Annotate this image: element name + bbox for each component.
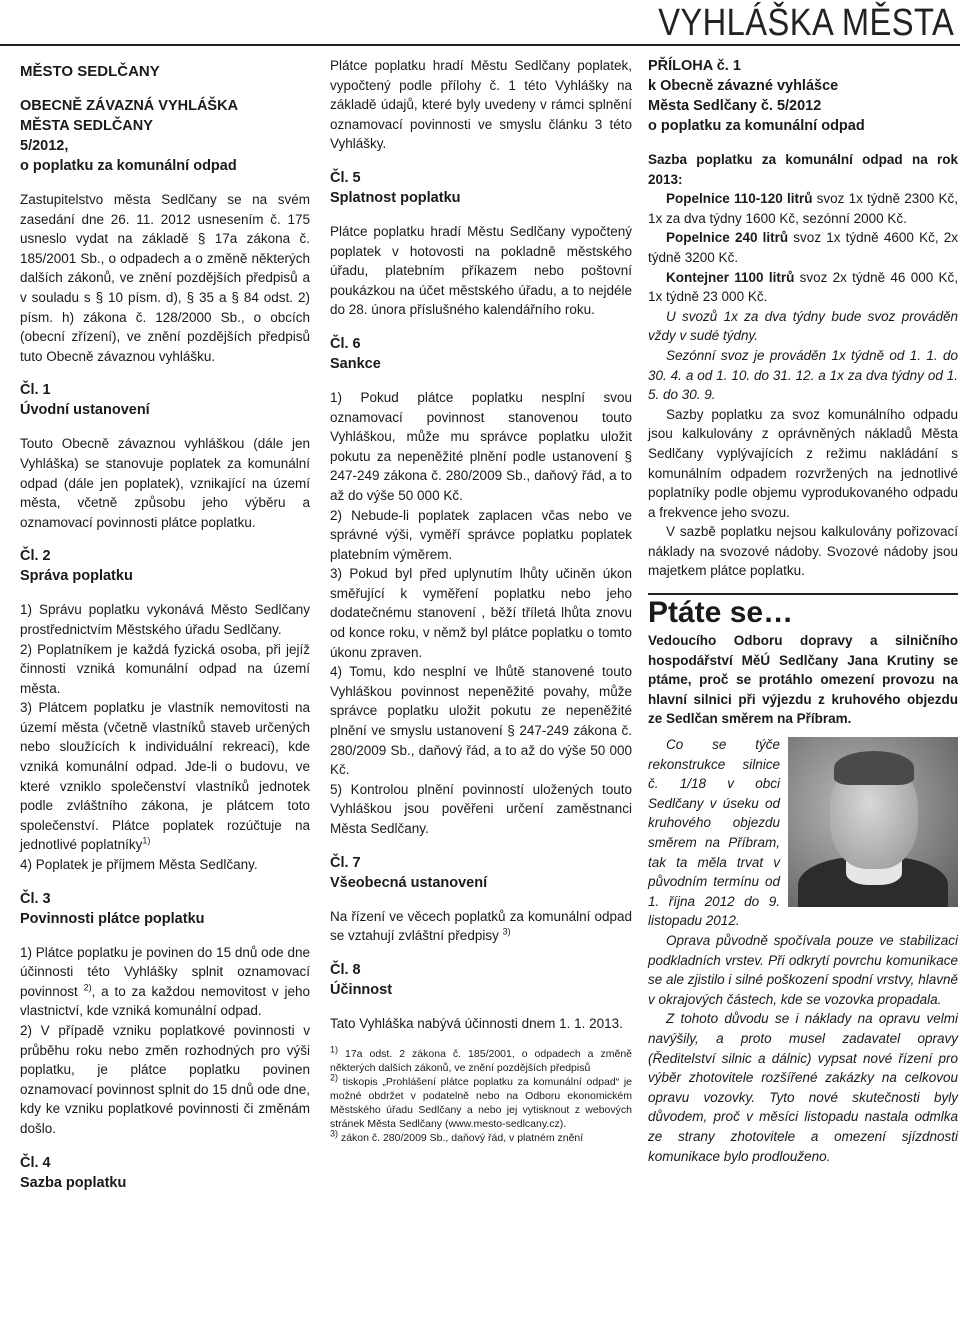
article-6-para-4: 4) Tomu, kdo nesplní ve lhůtě stanovené touto Vyhláškou povinnost nepeněžité povahy, může správce poplatku uložit pokutu ze nepeněžité plnění ve smyslu ustanovení § 247-249 zákona č. 280/2009 Sb., daňový řád, a to až do výše 50 000 Kč. (330, 664, 632, 778)
article-4-title: Sazba poplatku (20, 1174, 127, 1191)
article-2-para-2: 2) Poplatníkem je každá fyzická osoba, při jejíž činnosti vzniká komunální odpad na území města. (20, 641, 310, 696)
note-seasonal: Sezónní svoz je prováděn 1x týdně od 1. 1. do 30. 4. a od 1. 10. do 31. 12. a 1x za dva týdny od 1. 5. do 30. 9. (648, 347, 958, 403)
portrait-photo (788, 737, 958, 907)
article-4-text: Plátce poplatku hradí Městu Sedlčany poplatek, vypočtený podle přílohy č. 1 této Vyhlášky na základě údajů, které byly uvedeny v rámci splnění oznamovací povinnosti ve smyslu článku 3 této Vyhlášky. (330, 58, 632, 152)
article-4-number: Čl. 4 (20, 1154, 51, 1171)
article-8-number: Čl. 8 (330, 961, 361, 978)
header-rule (0, 44, 960, 46)
article-2-number: Čl. 2 (20, 548, 51, 565)
article-1-text: Touto Obecně závaznou vyhláškou (dále jen Vyhláška) se stanovuje poplatek za komunální odpad (dále jen poplatek), vznikající na území města, včetně způsobu jeho výběru a oznamovací povinnosti plátce poplatku. (20, 436, 310, 530)
footnote-ref-3: 3) (502, 926, 511, 937)
answer-para-2: Oprava původně spočívala pouze ve stabilizaci podkladních vrstev. Při odkrytí povrchu komunikace se ale zjistilo i silné poškození spodní vrstvy, hlavně v okrajových částech, kde se vozovka propadala. (648, 932, 958, 1007)
rate-bin-240-text: svoz 1x týdně 4600 Kč, 2x týdně 3200 Kč. (648, 230, 959, 265)
article-2-para-3-text: 3) Plátcem poplatku je vlastník nemovitosti na území města (včetně vlastníků staveb určených nebo sloužících k individuální rekreaci), kde vzniká komunální odpad. Jde-li o budovu, ve které vzniklo společenství vlastníků jednotek podle zvláštního zákona, je plátcem toto společenství. Plátce poplatek rozúčtuje na jednotlivé poplatníky (20, 700, 310, 853)
page-title: VYHLÁŠKA MĚSTA (657, 2, 954, 44)
article-6-para-3: 3) Pokud byl před uplynutím lhůty učiněn úkon směřující k vyměření poplatku nebo jeho dodatečnému stanovení , běží tříletá lhůta znovu od konce roku, v němž byl plátce poplatku o tomto úkonu zpraven. (330, 566, 632, 660)
footnote-1-mark: 1) (330, 1044, 339, 1055)
article-3-para-1-a: 1) Plátce poplatku je povinen do 15 dnů ode dne účinnosti této Vyhlášky splnit oznamovací povinnost (20, 944, 310, 999)
footnote-2-mark: 2) (330, 1072, 339, 1083)
article-8-text: Tato Vyhláška nabývá účinnosti dnem 1. 1. 2013. (330, 1015, 623, 1031)
footnote-2-text: tiskopis „Prohlášení plátce poplatku za komunální odpad“ je možné obdržet v podatelně nebo na Odboru ekonomickém Městského úřadu Sedlčany a nebo jej vytisknout z webových stránek Města Sedlčany (www.mesto-sedlcany.cz). (330, 1076, 633, 1131)
ordinance-title-1: OBECNĚ ZÁVAZNÁ VYHLÁŠKA (20, 98, 239, 114)
annex-title-2: k Obecně závazné vyhlášce (648, 78, 839, 94)
article-3-title: Povinnosti plátce poplatku (20, 910, 205, 927)
footnote-ref-2: 2) (83, 982, 92, 993)
article-5-title: Splatnost poplatku (330, 189, 461, 206)
annex-title-1: PŘÍLOHA č. 1 (648, 58, 741, 74)
article-3-para-1-b: , a to za každou nemovitost v jeho vlastnictví, kde vzniká komunální odpad. (20, 983, 310, 1019)
rate-bin-120 (648, 189, 958, 228)
article-6-para-1: 1) Pokud plátce poplatku nesplní svou oznamovací povinnost stanovenou touto Vyhláškou, může mu správce poplatku uložit pokutu za nepeněžité plnění podle ustanovení § 247-249 zákona č. 280/2009 Sb., daňový řád, a to až do výše 50 000 Kč. (330, 389, 632, 503)
article-5-text: Plátce poplatku hradí Městu Sedlčany vypočtený poplatek v hotovosti na pokladně městského úřadu, platebním příkazem nebo poštovní poukázkou na účet městského úřadu, a to nejdéle do 28. února příslušného kalendářního roku. (330, 223, 632, 318)
footnote-ref-1: 1) (142, 835, 151, 846)
article-7-text-body: Na řízení ve věcech poplatků za komunální odpad se vztahují zvláštní předpisy (330, 908, 632, 944)
column-2 (330, 56, 632, 1145)
rate-bin-240 (648, 228, 958, 267)
article-6-para-5: 5) Kontrolou plnění povinností uložených touto Vyhláškou jsou pověřeni určení zaměstnanci Města Sedlčany. (330, 781, 632, 836)
rate-bin-240-label: Popelnice 240 litrů (666, 230, 789, 246)
question-text: Vedoucího Odboru dopravy a silničního hospodářství MěÚ Sedlčany Jana Krutiny se ptáme, proč se protáhlo omezení provozu na hlavní silnici při výjezdu z kruhového objezdu ze Sedlčan směrem na Příbram. (648, 633, 958, 727)
article-6-number: Čl. 6 (330, 335, 361, 352)
article-3-number: Čl. 3 (20, 890, 51, 907)
column-3 (648, 56, 958, 1166)
intro-paragraph: Zastupitelstvo města Sedlčany se na svém zasedání dne 26. 11. 2012 usnesením č. 175 usneslo vydat na základě § 17a zákona č. 185/2001 Sb., o odpadech a o změně některých dalších zákonů, ve znění pozdějších předpisů a v souladu s § 10 písm. d), § 35 a § 84 odst. 2) písm. h) zákona č. 128/2000 Sb., o obcích (obecní zřízení), ve znění pozdějších předpisů tuto Obecně závaznou vyhlášku. (20, 192, 310, 364)
rate-container-1100-label: Kontejner 1100 litrů (666, 269, 795, 285)
article-1-number: Čl. 1 (20, 382, 51, 399)
rate-container-1100 (648, 268, 958, 307)
note-biweekly: U svozů 1x za dva týdny bude svoz prováděn vždy v sudé týdny. (648, 308, 958, 344)
footnote-1-text: 17a odst. 2 zákona č. 185/2001, o odpadech a změně některých dalších zákonů, ve znění pozdějších předpisů (330, 1048, 632, 1075)
article-7-number: Čl. 7 (330, 854, 361, 871)
ordinance-title-4: o poplatku za komunální odpad (20, 158, 237, 174)
ordinance-title-2: MĚSTA SEDLČANY (20, 118, 153, 134)
page-header (0, 0, 960, 46)
annex-title-3: Města Sedlčany č. 5/2012 (648, 98, 822, 114)
article-6-title: Sankce (330, 355, 381, 372)
article-3-para-1 (20, 943, 310, 1021)
ordinance-title-3: 5/2012, (20, 138, 69, 154)
article-2-para-4: 4) Poplatek je příjmem Města Sedlčany. (20, 857, 258, 873)
article-7-text (330, 907, 632, 946)
ptate-se-heading: Ptáte se… (648, 596, 794, 630)
rates-explanation: Sazby poplatku za svoz komunálního odpadu jsou kalkulovány z oprávněných nákladů Města Sedlčany vyplývajících z režimu nakládání s komunálním odpadem rozvržených na jednotlivé poplatníky podle objemu vyprodukovaného odpadu a frekvence jeho svozu. (648, 406, 958, 520)
annex-title-4: o poplatku za komunální odpad (648, 118, 865, 134)
rate-container-1100-text: svoz 2x týdně 46 000 Kč, 1x týdně 23 000 Kč. (648, 269, 959, 305)
article-6-para-2: 2) Nebude-li poplatek zaplacen včas nebo ve správné výši, vyměří správce poplatku poplatek platebním výměrem. (330, 507, 632, 562)
town-name: MĚSTO SEDLČANY (20, 63, 160, 80)
photo-hair-shape (834, 751, 914, 785)
footnote-3-mark: 3) (330, 1128, 339, 1139)
article-3-para-2: 2) V případě vzniku poplatkové povinnosti v průběhu roku nebo změn rozhodných pro výši poplatku, je plátce poplatku povinen oznamovací povinnost splnit do 15 dnů ode dne, kdy ke vzniku poplatkové povinnosti či změnám došlo. (20, 1023, 310, 1136)
column-1 (20, 56, 310, 1193)
article-1-title: Úvodní ustanovení (20, 402, 150, 419)
footnote-3 (330, 1128, 632, 1145)
footnote-3-text: zákon č. 280/2009 Sb., daňový řád, v platném znění (340, 1132, 584, 1145)
rate-bin-120-text: svoz 1x týdně 2300 Kč, 1x za dva týdny 1600 Kč, sezónní 2000 Kč. (648, 191, 958, 226)
article-7-title: Všeobecná ustanovení (330, 874, 488, 891)
article-8-title: Účinnost (330, 981, 393, 998)
rate-bin-120-label: Popelnice 110-120 litrů (666, 191, 813, 207)
article-2-para-1: 1) Správu poplatku vykonává Město Sedlčany prostřednictvím Městského úřadu Sedlčany. (20, 602, 310, 637)
answer-para-3: Z tohoto důvodu se i náklady na opravu velmi navýšily, a proto musel zadavatel opravy (Ředitelství silnic a dálnic) vypsat nové řízení pro výběr zhotovitele rozšířené zakázky na celkovou opravu vozovky. Tyto nové skutečnosti byly důvodem, proč v měsíci listopadu nastala odmlka ze strany zhotovitele a omezení sjízdnosti komunikace bylo prodlouženo. (648, 1011, 958, 1164)
answer-para-1: Co se týče rekonstrukce silnice č. 1/18 v obci Sedlčany v úseku od kruhového objezdu směrem na Příbram, tak ta měla trvat v původním termínu od 1. října 2012 do 9. listopadu 2012. (648, 737, 780, 929)
article-2-title: Správa poplatku (20, 568, 133, 585)
rates-exclusion: V sazbě poplatku nejsou kalkulovány pořizovací náklady na svozové nádoby. Svozové nádoby jsou majetkem plátce poplatku. (648, 524, 958, 579)
article-2-para-3 (20, 698, 310, 855)
footnote-2 (330, 1072, 633, 1131)
footnote-1 (330, 1044, 632, 1075)
article-5-number: Čl. 5 (330, 169, 361, 186)
rate-heading: Sazba poplatku za komunální odpad na rok 2013: (648, 152, 958, 187)
